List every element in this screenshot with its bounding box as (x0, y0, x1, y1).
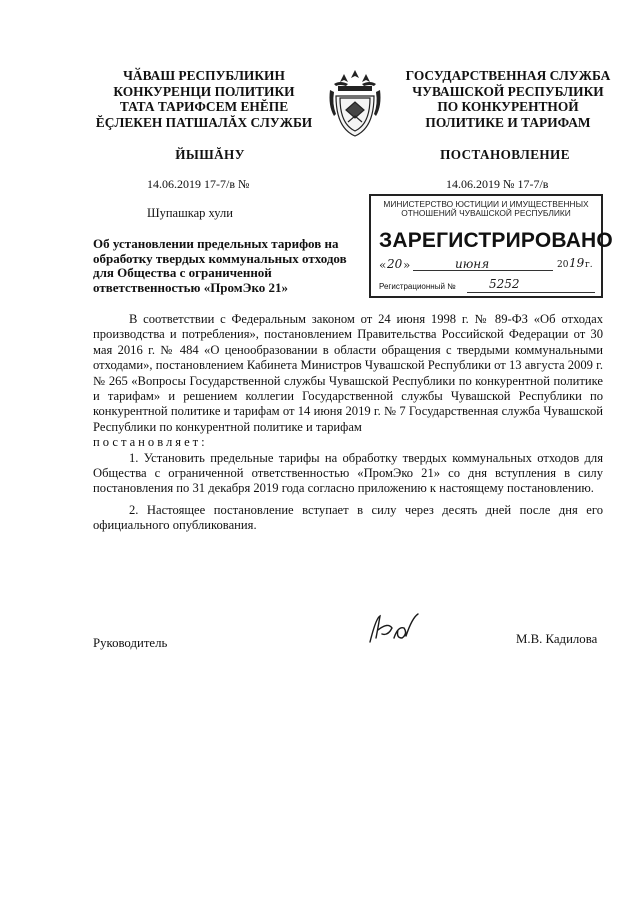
chuvash-coat-of-arms-icon (326, 66, 384, 138)
stamp-month: июня (455, 257, 490, 271)
stamp-registered-label: ЗАРЕГИСТРИРОВАНО (379, 229, 613, 252)
document-body (93, 312, 603, 534)
header-left-line-3: ТАТА ТАРИФСЕМ ЕНĔПЕ (119, 99, 289, 114)
signatory-name: М.В. Кадилова (516, 632, 598, 646)
stamp-registration-row (379, 277, 597, 294)
header-left (88, 68, 320, 130)
date-number-chuvash: 14.06.2019 17-7/в № (147, 177, 250, 191)
header-left-line-1: ЧӐВАШ РЕСПУБЛИКИН (123, 68, 285, 83)
doctype-chuvash: ЙЫШĂНУ (175, 147, 245, 162)
header-right-line-3: ПО КОНКУРЕНТНОЙ (437, 99, 579, 114)
stamp-registration-label: Регистрационный № (379, 282, 456, 291)
body-item-2: 2. Настоящее постановление вступает в силу через десять дней после дня его официального опубликования. (93, 502, 603, 533)
date-number-russian: 14.06.2019 № 17-7/в (446, 177, 549, 191)
stamp-year-suffix: 19 (569, 256, 585, 270)
doctype-russian: ПОСТАНОВЛЕНИЕ (440, 147, 570, 162)
header-left-line-4: ĔÇЛЕКЕН ПАТШАЛĂХ СЛУЖБИ (95, 114, 313, 130)
stamp-ministry-line-2: ОТНОШЕНИЙ ЧУВАШСКОЙ РЕСПУБЛИКИ (401, 208, 571, 219)
stamp-day: 20 (387, 257, 403, 271)
document-subject: Об установлении предельных тарифов на обработку твердых коммунальных отходов для Общества с ограниченной ответственностью «ПромЭко 21» (93, 236, 347, 296)
header-right (396, 68, 620, 130)
stamp-date-row (379, 256, 597, 274)
header-right-line-2: ЧУВАШСКОЙ РЕСПУБЛИКИ (412, 83, 604, 99)
header-right-line-4: ПОЛИТИКЕ И ТАРИФАМ (425, 114, 591, 130)
stamp-ministry (375, 200, 597, 219)
stamp-ministry-line-1: МИНИСТЕРСТВО ЮСТИЦИИ И ИМУЩЕСТВЕННЫХ (383, 199, 589, 209)
header-left-line-2: КОНКУРЕНЦИ ПОЛИТИКИ (113, 83, 295, 99)
stamp-registration-number: 5252 (489, 277, 520, 291)
stamp-year-mark: г. (585, 260, 593, 270)
body-item-1: 1. Установить предельные тарифы на обработку твердых коммунальных отходов для Общества с ограниченной ответственностью «ПромЭко 21» со дня вступления в силу постановления по 31 декабря 2019 года согласно приложению к настоящему постановлению. (93, 450, 603, 496)
city-name: Шупашкар хули (147, 206, 233, 220)
handwritten-signature (362, 608, 422, 648)
stamp-date-open-quote: « (379, 258, 387, 272)
signatory-title: Руководитель (93, 636, 168, 650)
registration-stamp (369, 194, 613, 298)
header-right-line-1: ГОСУДАРСТВЕННАЯ СЛУЖБА (405, 68, 611, 83)
stamp-date-close-quote: » (403, 258, 411, 272)
stamp-year-prefix: 20 (557, 260, 569, 270)
body-enact: постановляет: (93, 435, 208, 450)
body-preamble: В соответствии с Федеральным законом от 24 июня 1998 г. № 89-ФЗ «Об отходах производства и потребления», постановлением Правительства Российской Федерации от 30 мая 2016 г. № 484 «О ценообразовании в области обращения с твердыми коммунальными отходами», постановлением Кабинета Министров Чувашской Республики от 13 августа 2009 г. № 265 «Вопросы Государственной службы Чувашской Республики по конкурентной политике и тарифам» и решением коллегии Государственной службы Чувашской Республики по конкурентной политике и тарифам от 14 июня 2019 г. № 7 Государственная служба Чувашской Республики по конкурентной политике и тарифам (93, 312, 603, 434)
